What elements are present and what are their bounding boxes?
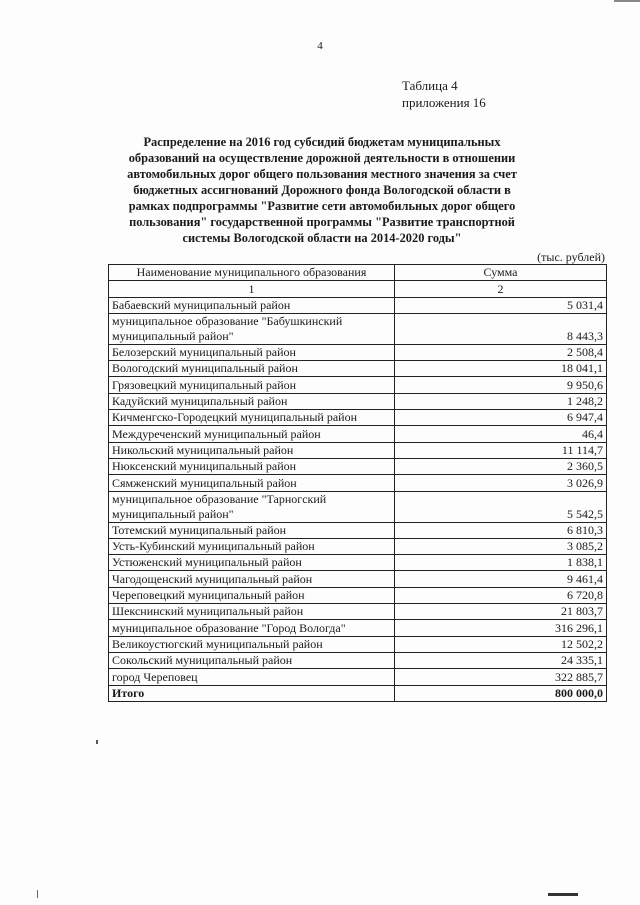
subsidy-amount: 5 542,5	[395, 491, 607, 522]
municipality-name: муниципальное образование "Город Вологда"	[109, 620, 395, 636]
table-row	[109, 604, 607, 620]
municipality-name: Усть-Кубинский муниципальный район	[109, 538, 395, 554]
municipality-name: Вологодский муниципальный район	[109, 361, 395, 377]
municipality-name: Кадуйский муниципальный район	[109, 393, 395, 409]
subsidy-amount: 1 248,2	[395, 393, 607, 409]
subsidy-amount: 12 502,2	[395, 636, 607, 652]
total-label: Итого	[109, 685, 395, 701]
municipality-name: Сямженский муниципальный район	[109, 475, 395, 491]
municipality-name: город Череповец	[109, 669, 395, 685]
table-row	[109, 344, 607, 360]
municipality-name: Шекснинский муниципальный район	[109, 604, 395, 620]
subsidy-amount: 11 114,7	[395, 442, 607, 458]
header-row	[109, 265, 607, 281]
header-name: Наименование муниципального образования	[109, 265, 395, 281]
page-number: 4	[317, 40, 323, 52]
municipality-name: Бабаевский муниципальный район	[109, 297, 395, 313]
subsidy-amount: 9 950,6	[395, 377, 607, 393]
municipality-name: Череповецкий муниципальный район	[109, 587, 395, 603]
table-row	[109, 361, 607, 377]
table-row	[109, 620, 607, 636]
table-row	[109, 522, 607, 538]
table-row	[109, 652, 607, 668]
subsidy-amount: 3 026,9	[395, 475, 607, 491]
scan-mark	[548, 893, 578, 896]
table-row	[109, 393, 607, 409]
subsidy-amount: 8 443,3	[395, 313, 607, 344]
subsidy-amount: 46,4	[395, 426, 607, 442]
municipality-name: Белозерский муниципальный район	[109, 344, 395, 360]
caption-appendix: приложения 16	[402, 95, 486, 110]
municipality-name: Грязовецкий муниципальный район	[109, 377, 395, 393]
municipality-name: муниципальное образование "Тарногский муниципальный район"	[109, 491, 395, 522]
total-value: 800 000,0	[395, 685, 607, 701]
municipality-name: Тотемский муниципальный район	[109, 522, 395, 538]
table-row	[109, 571, 607, 587]
subsidy-amount: 316 296,1	[395, 620, 607, 636]
table-row	[109, 377, 607, 393]
subsidy-amount: 6 720,8	[395, 587, 607, 603]
scan-mark	[96, 740, 98, 744]
subsidy-amount: 1 838,1	[395, 555, 607, 571]
municipality-name: Чагодощенский муниципальный район	[109, 571, 395, 587]
table-row	[109, 491, 607, 522]
subsidy-amount: 3 085,2	[395, 538, 607, 554]
table-row	[109, 636, 607, 652]
scan-mark	[37, 890, 38, 898]
table-row	[109, 410, 607, 426]
table-row	[109, 475, 607, 491]
subsidy-amount: 24 335,1	[395, 652, 607, 668]
table-row	[109, 297, 607, 313]
document-title: Распределение на 2016 год субсидий бюджетам муниципальных образований на осуществление дорожной деятельности в отношении автомобильных дорог общего пользования местного значения за счет бюджетных ассигнований Дорожного фонда Вологодской области в рамках подпрограммы "Развитие сети автомобильных дорог общего пользования" государственной программы "Развитие транспортной системы Вологодской области на 2014-2020 годы"	[127, 135, 517, 245]
table-row	[109, 442, 607, 458]
subsidy-amount: 2 508,4	[395, 344, 607, 360]
scan-mark	[614, 0, 640, 2]
total-row	[109, 685, 607, 701]
subsidy-table	[108, 264, 607, 702]
header-sum: Сумма	[395, 265, 607, 281]
subsidy-amount: 2 360,5	[395, 458, 607, 474]
municipality-name: Сокольский муниципальный район	[109, 652, 395, 668]
subsidy-amount: 5 031,4	[395, 297, 607, 313]
table-row	[109, 426, 607, 442]
table-caption	[402, 77, 486, 111]
column-number-row	[109, 281, 607, 297]
subsidy-amount: 18 041,1	[395, 361, 607, 377]
table-row	[109, 555, 607, 571]
table-row	[109, 587, 607, 603]
municipality-name: Великоустюгский муниципальный район	[109, 636, 395, 652]
table-row	[109, 669, 607, 685]
column-number-2: 2	[395, 281, 607, 297]
units-note: (тыс. рублей)	[537, 250, 605, 264]
subsidy-amount: 6 810,3	[395, 522, 607, 538]
municipality-name: Междуреченский муниципальный район	[109, 426, 395, 442]
table-row	[109, 458, 607, 474]
column-number-1: 1	[109, 281, 395, 297]
municipality-name: Никольский муниципальный район	[109, 442, 395, 458]
subsidy-amount: 322 885,7	[395, 669, 607, 685]
subsidy-amount: 9 461,4	[395, 571, 607, 587]
municipality-name: муниципальное образование "Бабушкинский муниципальный район"	[109, 313, 395, 344]
table-row	[109, 313, 607, 344]
municipality-name: Устюженский муниципальный район	[109, 555, 395, 571]
municipality-name: Кичменгско-Городецкий муниципальный район	[109, 410, 395, 426]
subsidy-amount: 6 947,4	[395, 410, 607, 426]
table-row	[109, 538, 607, 554]
caption-table-number: Таблица 4	[402, 78, 458, 93]
municipality-name: Нюксенский муниципальный район	[109, 458, 395, 474]
subsidy-amount: 21 803,7	[395, 604, 607, 620]
